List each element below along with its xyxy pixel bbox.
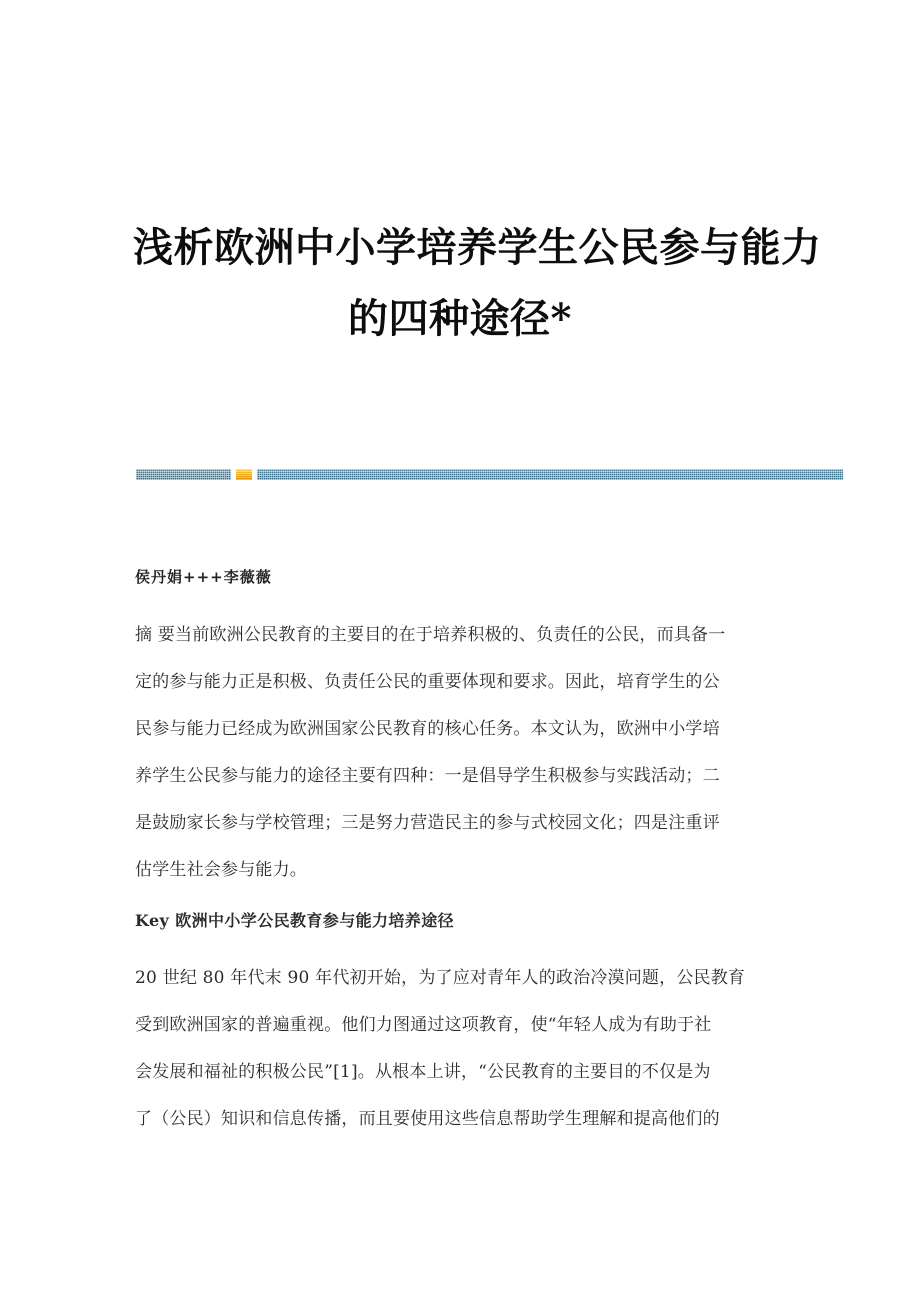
body-paragraph [135,955,790,1143]
page-title-line-2: 的四种途径* [348,295,572,343]
abstract-line: 养学生公民参与能力的途径主要有四种：一是倡导学生积极参与实践活动；二 [135,766,720,786]
abstract-line: 是鼓励家长参与学校管理；三是努力营造民主的参与式校园文化；四是注重评 [135,813,720,833]
abstract-line: 估学生社会参与能力。 [135,860,307,880]
body-line: 了（公民）知识和信息传播，而且要使用这些信息帮助学生理解和提高他们的 [135,1109,720,1129]
author-byline: 侯丹娟+++李薇薇 [135,568,272,586]
abstract-line: 民参与能力已经成为欧洲国家公民教育的核心任务。本文认为，欧洲中小学培 [135,719,720,739]
page-title [133,212,822,354]
page-title-line-1: 浅析欧洲中小学培养学生公民参与能力 [133,224,822,271]
divider-jewel-icon [236,469,252,480]
abstract-line: 摘 要当前欧洲公民教育的主要目的在于培养积极的、负责任的公民，而具备一 [135,625,726,645]
abstract-paragraph [135,612,790,894]
keywords-line: Key 欧洲中小学公民教育参与能力培养途径 [135,911,455,930]
body-line: 受到欧洲国家的普遍重视。他们力图通过这项教育，使“年轻人成为有助于社 [135,1015,712,1035]
decorative-divider [136,469,843,480]
abstract-line: 定的参与能力正是积极、负责任公民的重要体现和要求。因此，培育学生的公 [135,672,720,692]
divider-segment-right [257,469,843,480]
body-line: 会发展和福祉的积极公民”[1]。从根本上讲，“公民教育的主要目的不仅是为 [135,1062,711,1082]
body-line: 20 世纪 80 年代末 90 年代初开始，为了应对青年人的政治冷漠问题，公民教育 [135,968,746,988]
divider-segment-left [136,469,231,480]
